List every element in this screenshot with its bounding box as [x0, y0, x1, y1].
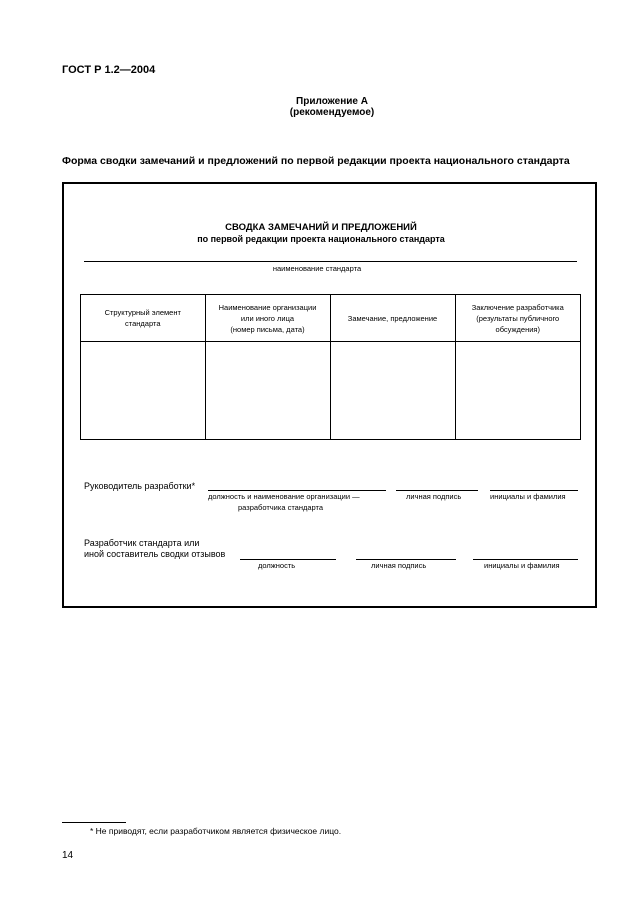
head-name-caption: инициалы и фамилия: [490, 492, 566, 501]
table-header-row: [81, 295, 581, 342]
head-signature-line: [396, 490, 478, 491]
head-label: Руководитель разработки*: [84, 481, 196, 491]
appendix-title: Приложение А: [296, 96, 368, 107]
developer-signature-caption: личная подпись: [371, 561, 427, 570]
summary-title: СВОДКА ЗАМЕЧАНИЙ И ПРЕДЛОЖЕНИЙ: [225, 222, 417, 233]
table-cell: [330, 342, 455, 440]
column-header: [81, 295, 206, 342]
column-header-line: стандарта: [125, 319, 161, 328]
developer-signature-line: [356, 559, 456, 560]
table-cell: [81, 342, 206, 440]
table-row: [81, 342, 581, 440]
head-position-caption: должность и наименование организации —: [208, 492, 360, 501]
developer-label-2: иной составитель сводки отзывов: [84, 549, 226, 559]
head-position-caption-2: разработчика стандарта: [238, 503, 324, 512]
column-header-line: обсуждения): [495, 324, 540, 334]
column-header-line: Наименование организации: [218, 302, 317, 312]
column-header-line: (номер письма, дата): [230, 324, 305, 334]
head-signature-caption: личная подпись: [406, 492, 462, 501]
developer-label: Разработчик стандарта или: [84, 538, 200, 548]
developer-position-caption: должность: [258, 561, 296, 570]
column-header-line: (результаты публичного: [476, 313, 560, 323]
head-position-line: [208, 490, 386, 491]
column-header-line: Замечание, предложение: [347, 313, 438, 323]
document-code: ГОСТ Р 1.2—2004: [62, 64, 156, 76]
developer-name-line: [473, 559, 578, 560]
column-header: [205, 295, 330, 342]
standard-name-caption: наименование стандарта: [272, 264, 362, 273]
developer-name-caption: инициалы и фамилия: [484, 561, 560, 570]
standard-name-line: [84, 261, 577, 262]
appendix-status: (рекомендуемое): [289, 107, 375, 118]
head-name-line: [490, 490, 578, 491]
table-cell: [455, 342, 581, 440]
developer-position-line: [240, 559, 336, 560]
summary-subtitle: по первой редакции проекта национального стандарта: [197, 234, 445, 244]
column-header: [455, 295, 581, 342]
column-header-line: Структурный элемент: [104, 308, 181, 317]
page-number: 14: [62, 850, 74, 861]
column-header: [330, 295, 455, 342]
comments-table: [80, 294, 581, 440]
column-header-line: Заключение разработчика: [471, 302, 564, 312]
column-header-line: или иного лица: [240, 313, 295, 323]
table-cell: [205, 342, 330, 440]
footnote-rule: [62, 822, 126, 823]
form-caption: Форма сводки замечаний и предложений по первой редакции проекта национального стандарта: [62, 155, 570, 167]
footnote: * Не приводят, если разработчиком является физическое лицо.: [90, 826, 342, 836]
